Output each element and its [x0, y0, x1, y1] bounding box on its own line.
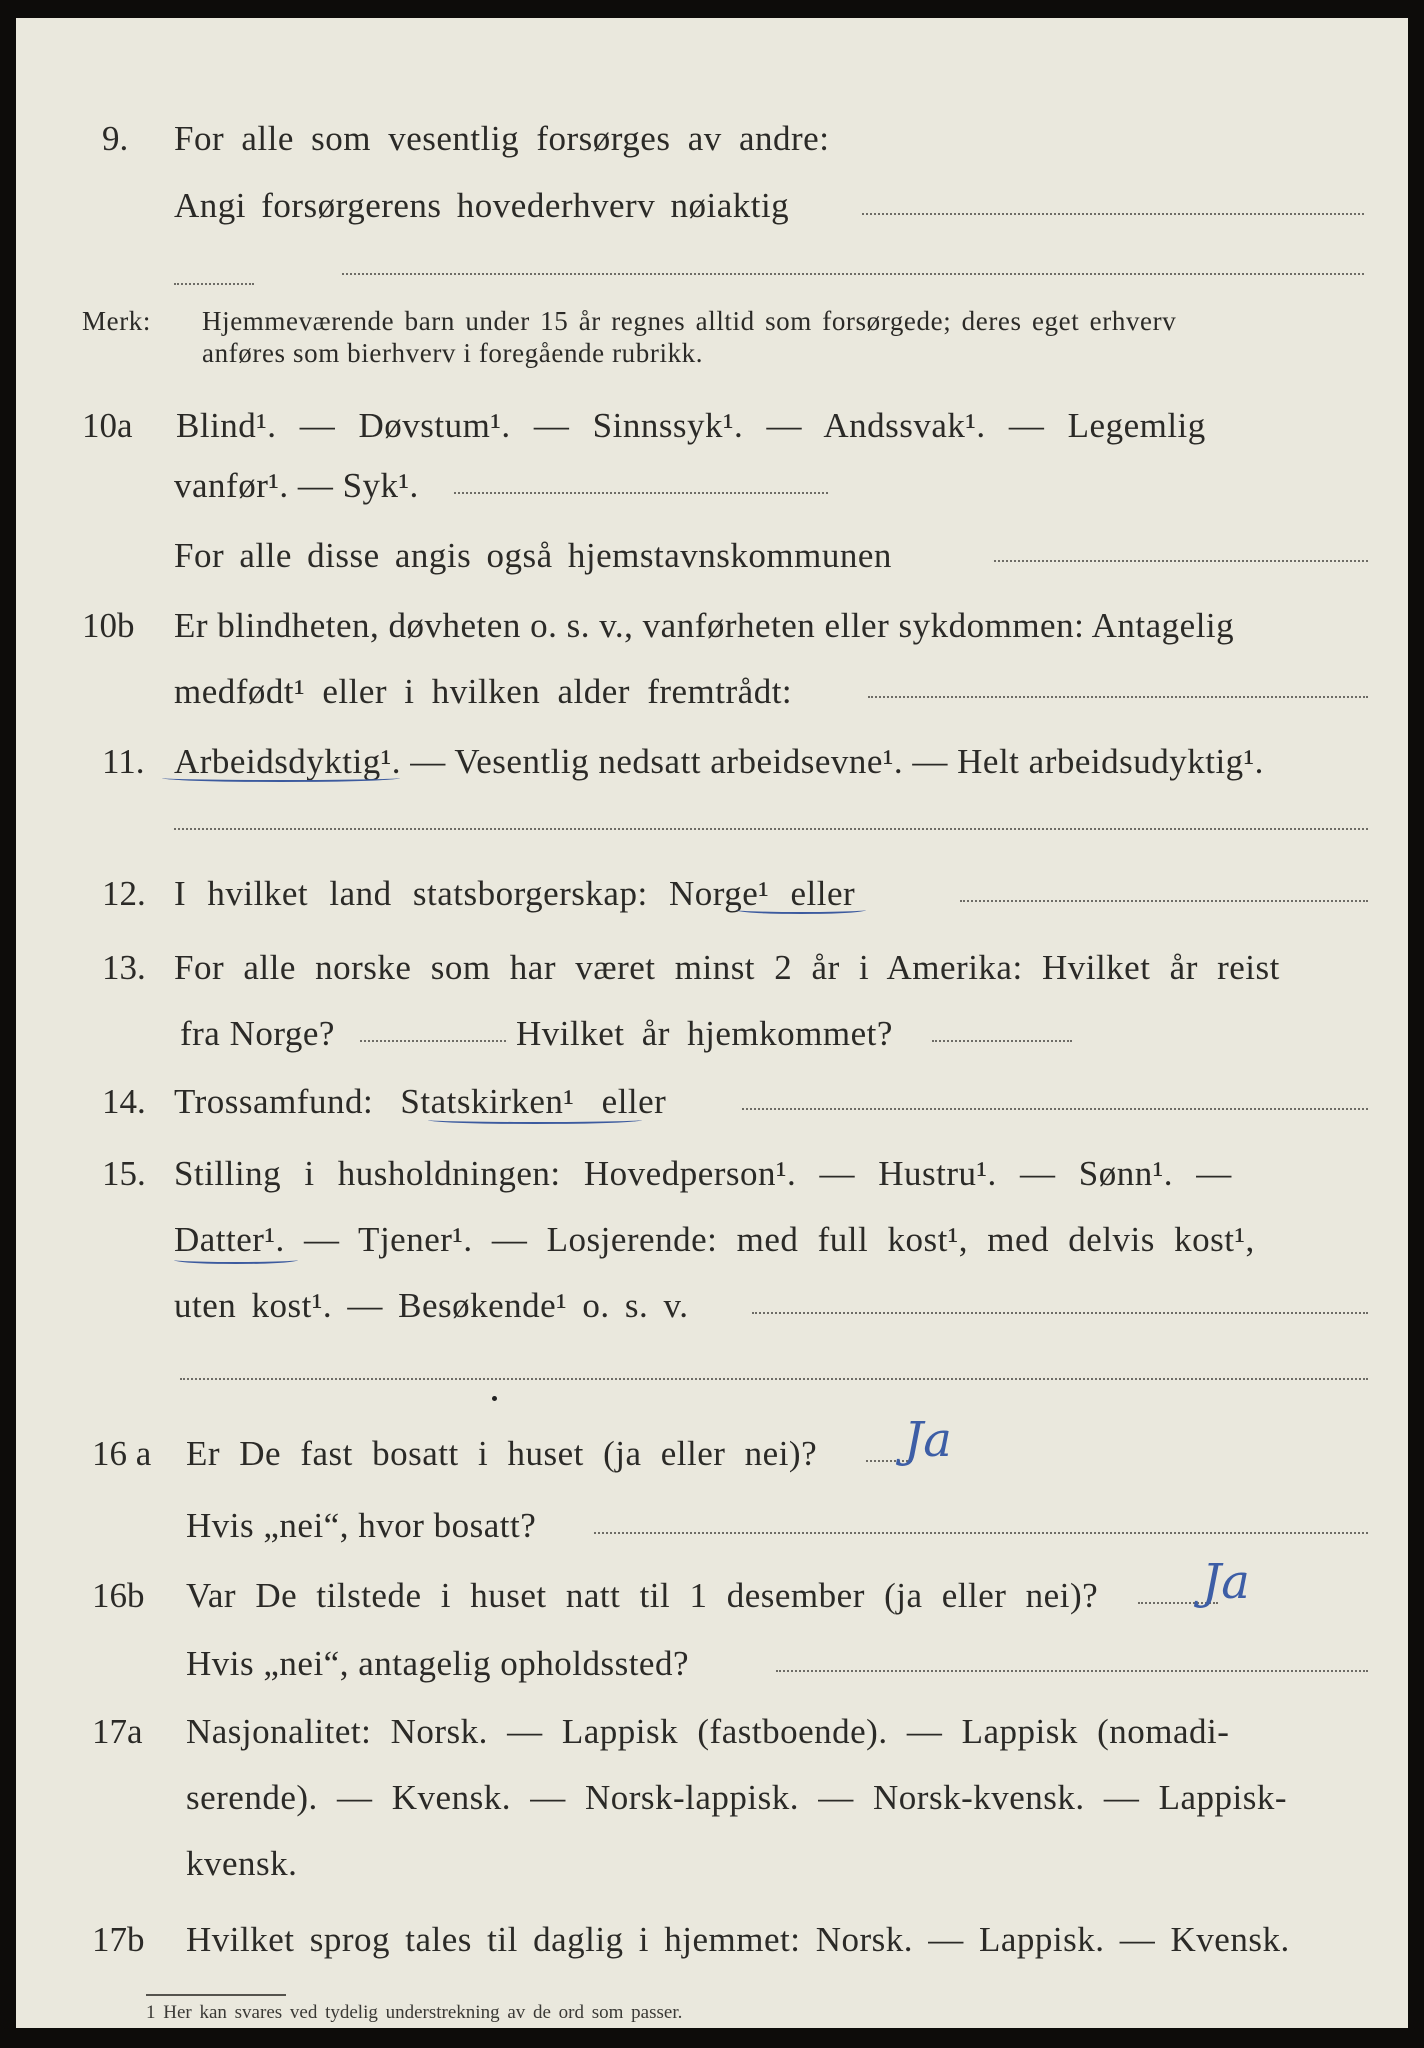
- q17a-line2: serende). — Kvensk. — Norsk-lappisk. — Norsk-kvensk. — Lappisk-: [186, 1778, 1288, 1817]
- q9-number: 9.: [102, 119, 129, 158]
- q11-number: 11.: [102, 742, 145, 781]
- q13-hjemkommet-line[interactable]: [932, 1040, 1072, 1042]
- q13-number: 13.: [102, 948, 146, 987]
- q9-subquestion: Angi forsørgerens hovederhverv nøiaktig: [174, 186, 790, 225]
- q13-line1: For alle norske som har været minst 2 år i Amerika: Hvilket år reist: [174, 948, 1280, 987]
- q17a-line1: Nasjonalitet: Norsk. — Lappisk (fastboende). — Lappisk (nomadi-: [186, 1712, 1230, 1751]
- q10b-number: 10b: [82, 606, 135, 645]
- merk-note-line2: anføres som bierhverv i foregående rubrikk.: [202, 338, 704, 368]
- footnote-text: 1 Her kan svares ved tydelig understrekning av de ord som passer.: [146, 2002, 683, 2023]
- q17b-number: 17b: [92, 1920, 145, 1959]
- q16b-line1: Var De tilstede i huset natt til 1 desember (ja eller nei)?: [186, 1576, 1099, 1615]
- q14-underline-mark: [428, 1116, 642, 1124]
- q12-line1: I hvilket land statsborgerskap: Norge¹ eller: [174, 874, 856, 913]
- q17b-line1: Hvilket sprog tales til daglig i hjemmet: Norsk. — Lappisk. — Kvensk.: [186, 1920, 1290, 1959]
- q15-number: 15.: [102, 1154, 146, 1193]
- q14-line1: Trossamfund: Statskirken¹ eller: [174, 1082, 667, 1121]
- q10a-line3: For alle disse angis også hjemstavnskommunen: [174, 536, 892, 575]
- q14-number: 14.: [102, 1082, 146, 1121]
- q14-answer-line[interactable]: [742, 1108, 1368, 1110]
- q15-answer-line-2[interactable]: [180, 1378, 1368, 1380]
- q9-question: For alle som vesentlig forsørges av andre:: [174, 119, 830, 158]
- q11-underline-mark: [162, 774, 400, 782]
- q16b-handwritten-answer: Ja: [1202, 1554, 1250, 1610]
- merk-note-line1: Hjemmeværende barn under 15 år regnes alltid som forsørgede; deres eget erhverv: [202, 306, 1177, 336]
- q9-answer-line-2b[interactable]: [342, 273, 1364, 275]
- q13-reist-line[interactable]: [360, 1040, 506, 1042]
- q10a-line1: Blind¹. — Døvstum¹. — Sinnssyk¹. — Andssvak¹. — Legemlig: [176, 406, 1206, 445]
- q15-line3: uten kost¹. — Besøkende¹ o. s. v.: [174, 1286, 689, 1325]
- q16b-number: 16b: [92, 1576, 145, 1615]
- q11-answer-line[interactable]: [174, 828, 1368, 830]
- footnote-rule: [146, 1994, 286, 1996]
- q15-line1: Stilling i husholdningen: Hovedperson¹. — Hustru¹. — Sønn¹. —: [174, 1154, 1232, 1193]
- q17a-number: 17a: [92, 1712, 143, 1751]
- q15-line2: Datter¹. — Tjener¹. — Losjerende: med full kost¹, med delvis kost¹,: [174, 1220, 1255, 1259]
- q16a-number: 16 a: [92, 1434, 152, 1473]
- q10b-answer-line[interactable]: [868, 696, 1368, 698]
- q10b-line2: medfødt¹ eller i hvilken alder fremtrådt:: [174, 672, 793, 711]
- q15-underline-mark: [174, 1256, 298, 1264]
- q10a-line2: vanfør¹. — Syk¹.: [174, 466, 419, 505]
- q16b-opholdssted-line[interactable]: [776, 1670, 1368, 1672]
- merk-label: Merk:: [82, 306, 151, 336]
- q9-answer-line[interactable]: [862, 213, 1364, 215]
- q16a-line2: Hvis „nei“, hvor bosatt?: [186, 1506, 537, 1545]
- census-form-page: [16, 18, 1408, 2028]
- ink-speck: [492, 1396, 497, 1401]
- q10a-hjemstavn-line[interactable]: [994, 560, 1368, 562]
- q13-line2b: Hvilket år hjemkommet?: [516, 1014, 893, 1053]
- q16a-line1: Er De fast bosatt i huset (ja eller nei)?: [186, 1434, 818, 1473]
- q16a-bosatt-line[interactable]: [594, 1532, 1368, 1534]
- q15-answer-line[interactable]: [752, 1312, 1368, 1314]
- q11-line1: Arbeidsdyktig¹. — Vesentlig nedsatt arbeidsevne¹. — Helt arbeidsudyktig¹.: [174, 742, 1264, 781]
- q10a-answer-line[interactable]: [454, 492, 828, 494]
- q17a-line3: kvensk.: [186, 1844, 298, 1883]
- q12-number: 12.: [102, 874, 146, 913]
- q10b-line1: Er blindheten, døvheten o. s. v., vanførheten eller sykdommen: Antagelig: [174, 606, 1235, 645]
- q16b-line2: Hvis „nei“, antagelig opholdssted?: [186, 1644, 689, 1683]
- q13-line2a: fra Norge?: [180, 1014, 335, 1053]
- q9-answer-line-2a[interactable]: [174, 283, 254, 285]
- q12-answer-line[interactable]: [960, 900, 1368, 902]
- q10a-number: 10a: [82, 406, 133, 445]
- q12-underline-mark: [736, 906, 866, 914]
- q16a-handwritten-answer: Ja: [904, 1412, 952, 1468]
